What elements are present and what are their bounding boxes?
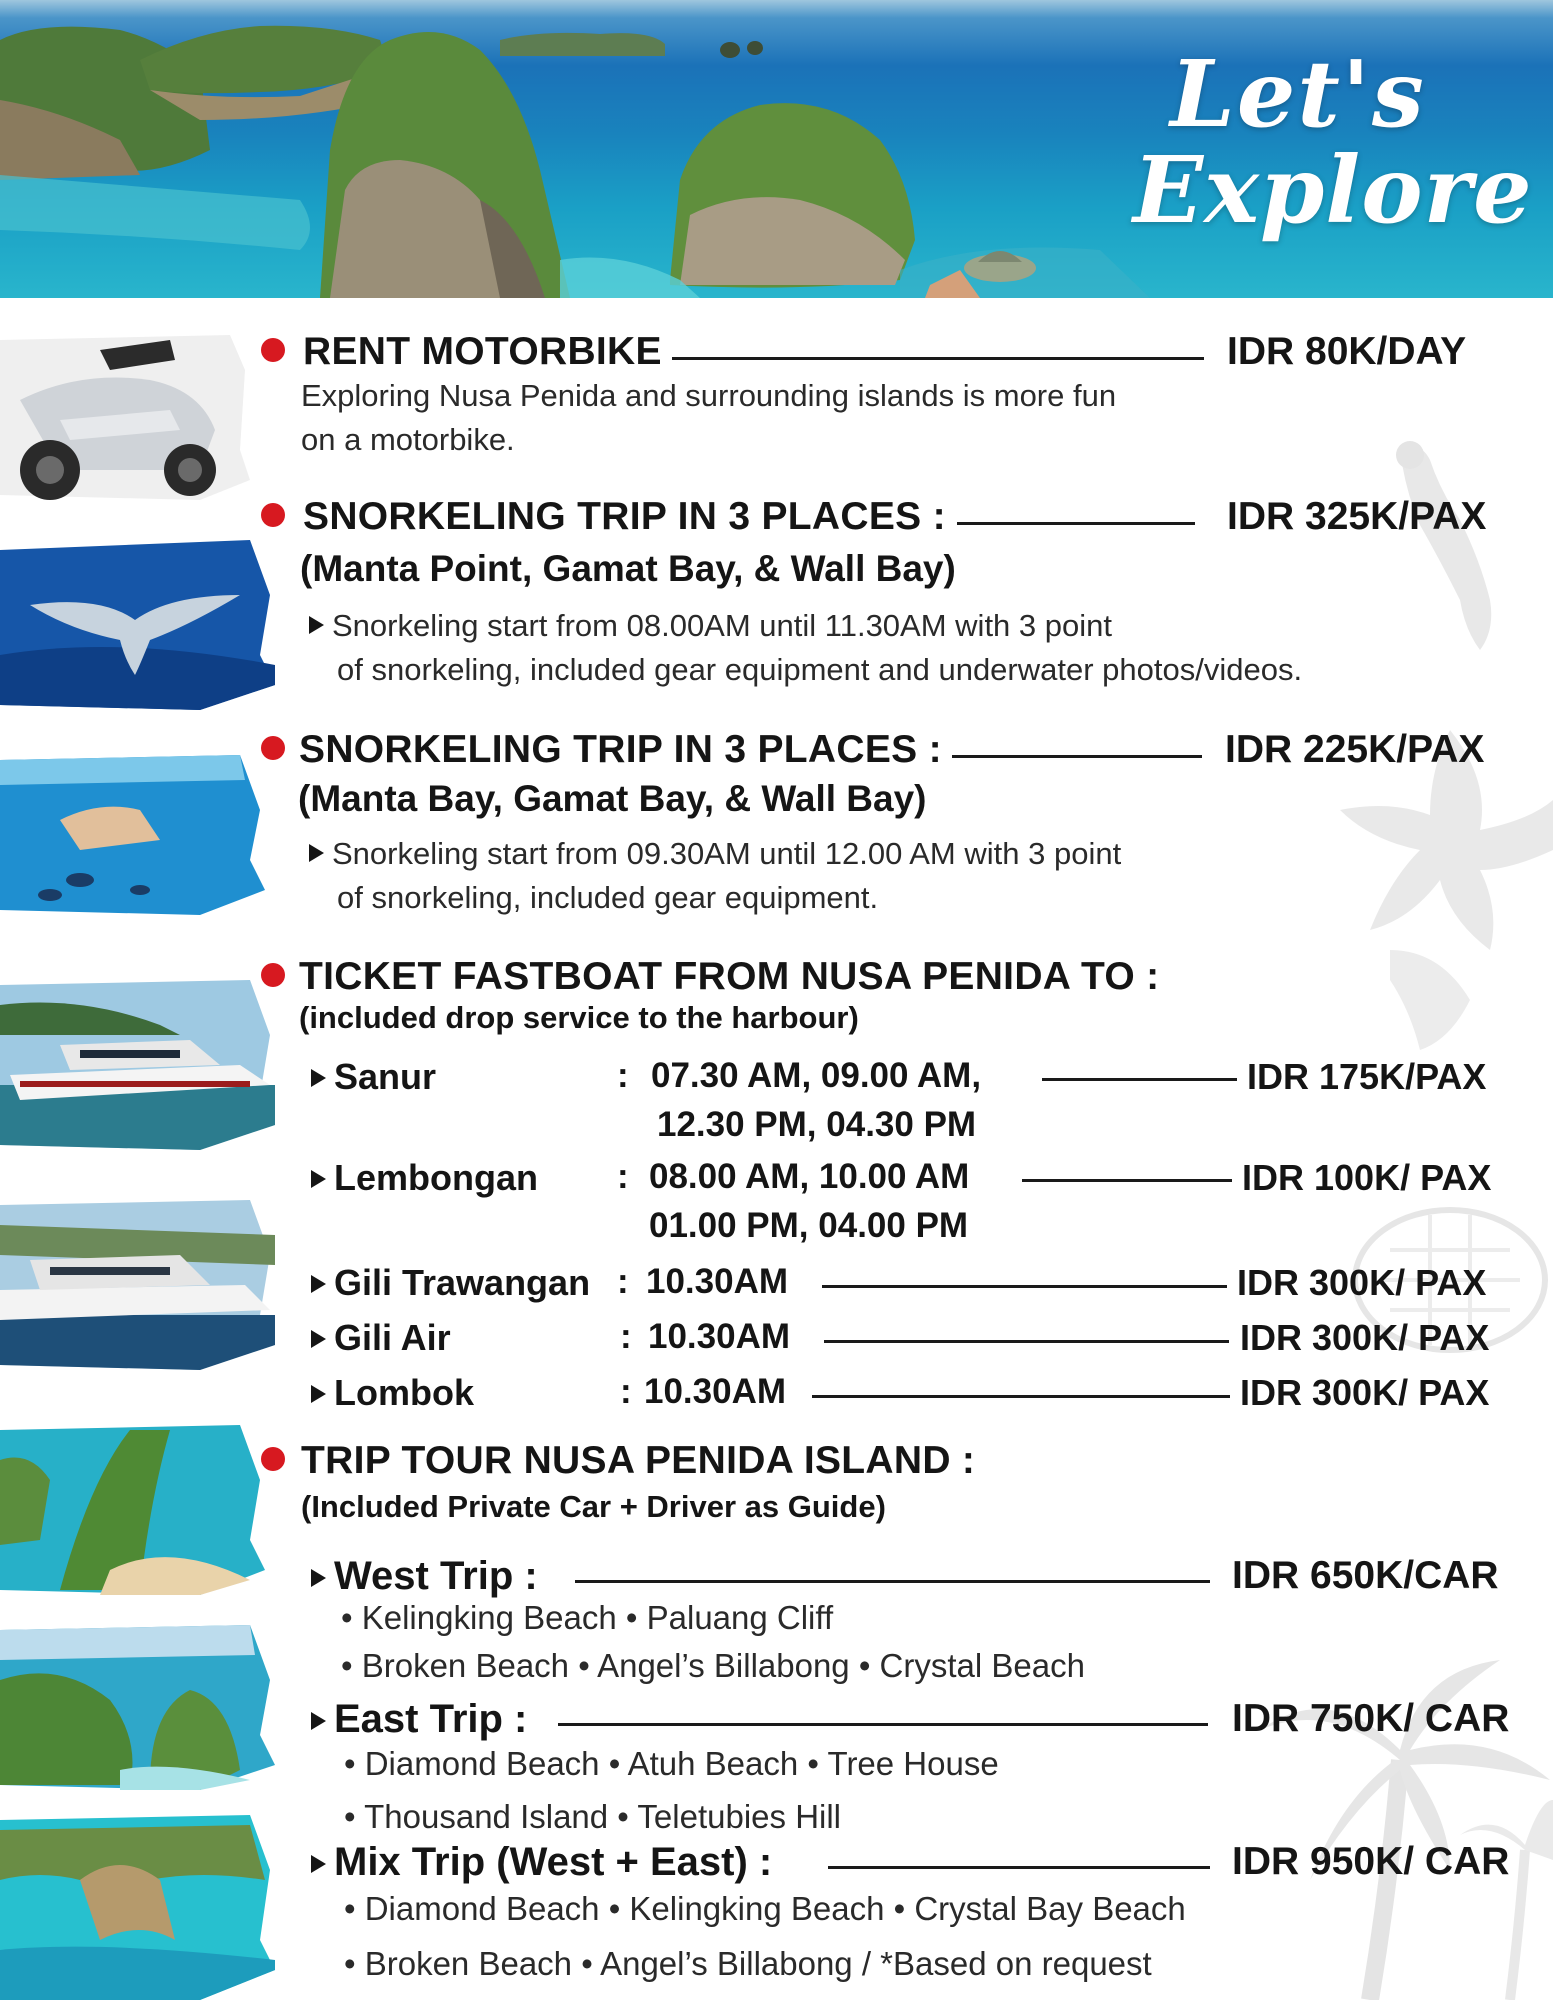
snorkel2-price: IDR 225K/PAX xyxy=(1225,728,1485,771)
palm-tree-silhouette-icon xyxy=(1250,1620,1553,2000)
arrow-right-icon xyxy=(311,1569,326,1587)
motorbike-price: IDR 80K/DAY xyxy=(1227,330,1467,373)
bullet-dot xyxy=(261,736,285,760)
motorbike-title: RENT MOTORBIKE xyxy=(303,330,662,373)
route-colon: : xyxy=(617,1262,629,1301)
arrow-right-icon xyxy=(311,1712,326,1730)
snorkel2-title: SNORKELING TRIP IN 3 PLACES : xyxy=(299,728,942,771)
route-time-lombok: 10.30AM xyxy=(644,1372,787,1411)
trip-west-name: West Trip : xyxy=(311,1554,538,1599)
route-dest-lombok: Lombok xyxy=(311,1372,474,1414)
tour-subtitle: (Included Private Car + Driver as Guide) xyxy=(301,1489,886,1524)
snorkel1-title: SNORKELING TRIP IN 3 PLACES : xyxy=(303,495,946,538)
route-time-sanur-1: 07.30 AM, 09.00 AM, xyxy=(651,1056,982,1095)
route-colon: : xyxy=(617,1157,629,1196)
bullet-dot xyxy=(261,963,285,987)
arrow-right-icon xyxy=(309,616,324,634)
trip-mix-spots-2: • Broken Beach • Angel’s Billabong / *Based on request xyxy=(344,1945,1152,1982)
snorkel1-price: IDR 325K/PAX xyxy=(1227,495,1487,538)
diver-silhouette-icon xyxy=(1380,430,1540,660)
route-colon: : xyxy=(620,1372,632,1411)
route-time-lembongan-1: 08.00 AM, 10.00 AM xyxy=(649,1157,970,1196)
trip-east-name: East Trip : xyxy=(311,1697,527,1742)
leader-line xyxy=(952,755,1202,758)
trip-east-spots-1: • Diamond Beach • Atuh Beach • Tree House xyxy=(344,1745,999,1782)
leader-line xyxy=(822,1285,1227,1288)
kelingking-beach-photo xyxy=(0,1420,265,1600)
leader-line xyxy=(828,1866,1210,1869)
arrow-right-icon xyxy=(311,1170,326,1188)
snorkel2-places: (Manta Bay, Gamat Bay, & Wall Bay) xyxy=(298,778,927,819)
route-price-lombok: IDR 300K/ PAX xyxy=(1240,1372,1490,1413)
motorbike-photo xyxy=(0,330,250,505)
hero-title-line1: Let's xyxy=(1170,40,1426,148)
arrow-right-icon xyxy=(311,1330,326,1348)
tour-title: TRIP TOUR NUSA PENIDA ISLAND : xyxy=(301,1439,976,1482)
trip-west-spots-1: • Kelingking Beach • Paluang Cliff xyxy=(341,1599,834,1636)
snorkel1-places: (Manta Point, Gamat Bay, & Wall Bay) xyxy=(300,548,956,589)
trip-mix-spots-1: • Diamond Beach • Kelingking Beach • Crystal Bay Beach xyxy=(344,1890,1186,1927)
broken-beach-photo xyxy=(0,1810,275,2000)
route-time-sanur-2: 12.30 PM, 04.30 PM xyxy=(657,1105,977,1144)
route-time-lembongan-2: 01.00 PM, 04.00 PM xyxy=(649,1206,969,1245)
route-colon: : xyxy=(617,1056,629,1095)
arrow-right-icon xyxy=(311,1855,326,1873)
fastboat-subtitle: (included drop service to the harbour) xyxy=(299,1000,859,1035)
arrow-right-icon xyxy=(309,844,324,862)
route-time-gili-trawangan: 10.30AM xyxy=(646,1262,789,1301)
trip-mix-name: Mix Trip (West + East) : xyxy=(311,1840,772,1885)
trip-west-price: IDR 650K/CAR xyxy=(1232,1554,1499,1597)
route-dest-gili-air: Gili Air xyxy=(311,1317,451,1359)
diamond-beach-photo xyxy=(0,1620,275,1795)
route-price-gili-trawangan: IDR 300K/ PAX xyxy=(1237,1262,1487,1303)
arrow-right-icon xyxy=(311,1385,326,1403)
arrow-right-icon xyxy=(311,1275,326,1293)
snorkel1-desc-line2: of snorkeling, included gear equipment and underwater photos/videos. xyxy=(337,652,1303,687)
bullet-dot xyxy=(261,338,285,362)
leader-line xyxy=(824,1340,1229,1343)
fastboat-title: TICKET FASTBOAT FROM NUSA PENIDA TO : xyxy=(299,955,1160,998)
hero-banner xyxy=(0,0,1553,298)
route-price-sanur: IDR 175K/PAX xyxy=(1247,1056,1487,1097)
snorkel2-desc-line2: of snorkeling, included gear equipment. xyxy=(337,880,879,915)
route-price-gili-air: IDR 300K/ PAX xyxy=(1240,1317,1490,1358)
hero-title xyxy=(1133,40,1533,244)
trip-mix-price: IDR 950K/ CAR xyxy=(1232,1840,1510,1883)
bullet-dot xyxy=(261,1447,285,1471)
hero-title-line2: Explore xyxy=(1133,136,1533,244)
leader-line xyxy=(957,522,1195,525)
leader-line xyxy=(1042,1078,1237,1081)
route-colon: : xyxy=(620,1317,632,1356)
route-dest-lembongan: Lembongan xyxy=(311,1157,538,1199)
route-time-gili-air: 10.30AM xyxy=(648,1317,791,1356)
motorbike-desc-line1: Exploring Nusa Penida and surrounding islands is more fun xyxy=(301,378,1117,413)
motorbike-desc-line2: on a motorbike. xyxy=(301,422,515,457)
fastboat-photo-1 xyxy=(0,975,275,1155)
leader-line xyxy=(558,1723,1208,1726)
snorkel1-desc-line1: Snorkeling start from 08.00AM until 11.30AM with 3 point xyxy=(309,604,1112,648)
route-price-lembongan: IDR 100K/ PAX xyxy=(1242,1157,1492,1198)
trip-west-spots-2: • Broken Beach • Angel’s Billabong • Crystal Beach xyxy=(341,1647,1085,1684)
leader-line xyxy=(1022,1179,1232,1182)
manta-ray-photo xyxy=(0,535,275,715)
route-dest-gili-trawangan: Gili Trawangan xyxy=(311,1262,590,1304)
snorkeling-photo xyxy=(0,750,265,920)
bullet-dot xyxy=(261,503,285,527)
fastboat-photo-2 xyxy=(0,1195,275,1375)
leader-line xyxy=(575,1580,1210,1583)
snorkel2-desc-line1: Snorkeling start from 09.30AM until 12.00 AM with 3 point xyxy=(309,832,1121,876)
route-dest-sanur: Sanur xyxy=(311,1056,436,1098)
leader-line xyxy=(672,357,1204,360)
trip-east-price: IDR 750K/ CAR xyxy=(1232,1697,1510,1740)
arrow-right-icon xyxy=(311,1069,326,1087)
leader-line xyxy=(812,1395,1230,1398)
trip-east-spots-2: • Thousand Island • Teletubies Hill xyxy=(344,1798,842,1835)
